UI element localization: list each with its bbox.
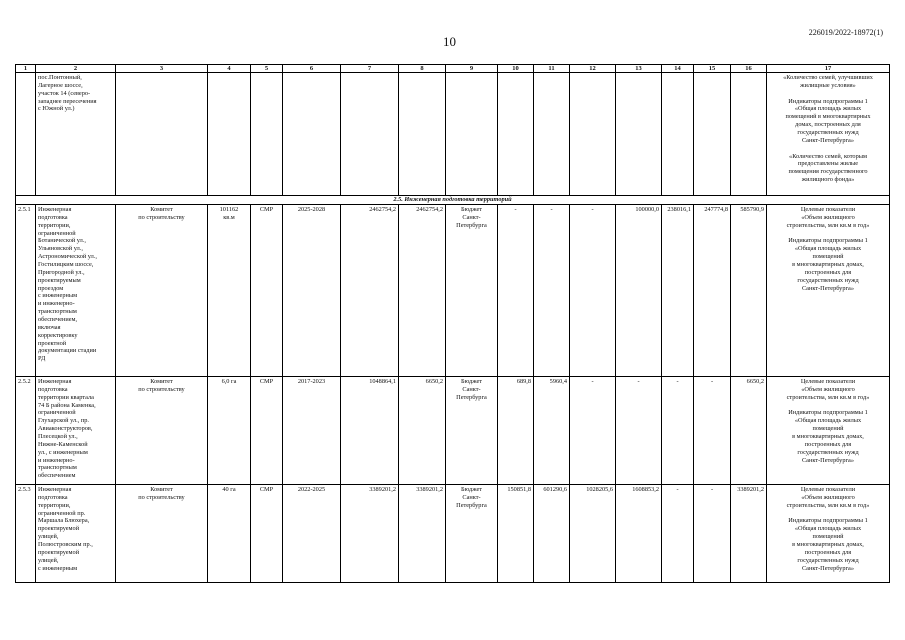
year-2023: 5960,4 [534,377,570,485]
year-2022: - [498,205,534,377]
table-row [16,377,890,485]
executor: Комитет по строительству [116,485,208,583]
section-header-row [16,196,890,205]
period: 2025-2028 [283,205,341,377]
column-number: 15 [694,65,731,73]
table-row [16,485,890,583]
year-2026: - [662,485,694,583]
column-number: 12 [570,65,616,73]
capacity: 6,0 га [208,377,251,485]
column-number: 11 [534,65,570,73]
item-number: 2.5.1 [16,205,36,377]
year-2025: - [616,377,662,485]
object-name: Инженерная подготовка территории, ограниченной Ботанической ул., Ульяновской ул., Астрономической ул., Гостилицким шоссе, Пригородной ул., проектируемым проездом с инженерным и инженерно- транспортным обеспечением, включая корректировку проектной документации стадии РД [36,205,116,377]
year-2026: 238016,1 [662,205,694,377]
year-2028: 585790,9 [731,205,767,377]
item-number: 2.5.3 [16,485,36,583]
indicators: Целевые показатели «Объем жилищного строительства, млн кв.м в год» Индикаторы подпрограммы 1 «Общая площадь жилых помещений в многоквартирных домах, построенных для государственных нужд Санкт-Петербурга» [767,377,890,485]
column-number: 14 [662,65,694,73]
indicators: «Количество семей, улучшивших жилищные условия» Индикаторы подпрограммы 1 «Общая площадь жилых помещений в многоквартирных домах, построенных для государственных нужд Санкт-Петербурга» «Количество семей, которым предоставлены жилые помещения государственного жилищного фонда» [767,73,890,196]
column-number: 17 [767,65,890,73]
column-number: 5 [251,65,283,73]
year-2025: 1608853,2 [616,485,662,583]
period: 2017-2023 [283,377,341,485]
funding-source: Бюджет Санкт- Петербурга [446,205,498,377]
table-row [16,205,890,377]
document-code: 226019/2022-18972(1) [808,28,883,37]
indicators: Целевые показатели «Объем жилищного строительства, млн кв.м в год» Индикаторы подпрограммы 1 «Общая площадь жилых помещений в многоквартирных домах, построенных для государственных нужд Санкт-Петербурга» [767,205,890,377]
year-2023: 601290,6 [534,485,570,583]
column-number: 2 [36,65,116,73]
column-number: 4 [208,65,251,73]
item-number: 2.5.2 [16,377,36,485]
section-title: 2.5. Инженерная подготовка территорий [16,196,890,205]
continuation-row [16,73,890,196]
column-number: 9 [446,65,498,73]
funding-source: Бюджет Санкт- Петербурга [446,377,498,485]
total-cost: 1048864,1 [341,377,399,485]
year-2027: - [694,377,731,485]
year-2028: 3389201,2 [731,485,767,583]
object-name: Инженерная подготовка территории, ограниченной пр. Маршала Блюхера, проектируемой улицей, Полюстровским пр., проектируемой улицей, с инженерным [36,485,116,583]
program-total: 2462754,2 [399,205,446,377]
work-type: СМР [251,377,283,485]
column-number: 1 [16,65,36,73]
column-number: 13 [616,65,662,73]
year-2025: 100000,0 [616,205,662,377]
page-number: 10 [443,34,456,49]
program-total: 6650,2 [399,377,446,485]
year-2023: - [534,205,570,377]
object-name: пос.Понтонный, Лагерное шоссе, участок 14 (северо- западнее пересечения с Южной ул.) [36,73,116,196]
year-2026: - [662,377,694,485]
column-number: 10 [498,65,534,73]
executor: Комитет по строительству [116,205,208,377]
program-total: 3389201,2 [399,485,446,583]
capacity: 40 га [208,485,251,583]
year-2027: - [694,485,731,583]
work-type: СМР [251,205,283,377]
column-number: 16 [731,65,767,73]
year-2027: 247774,8 [694,205,731,377]
year-2022: 150851,8 [498,485,534,583]
column-number: 8 [399,65,446,73]
program-table [15,64,890,583]
column-number: 7 [341,65,399,73]
total-cost: 3389201,2 [341,485,399,583]
total-cost: 2462754,2 [341,205,399,377]
capacity: 101162 кв.м [208,205,251,377]
work-type: СМР [251,485,283,583]
year-2024: - [570,205,616,377]
indicators: Целевые показатели «Объем жилищного строительства, млн кв.м в год» Индикаторы подпрограммы 1 «Общая площадь жилых помещений в многоквартирных домах, построенных для государственных нужд Санкт-Петербурга» [767,485,890,583]
period: 2022-2025 [283,485,341,583]
column-number: 6 [283,65,341,73]
year-2022: 689,8 [498,377,534,485]
year-2024: 1028205,6 [570,485,616,583]
year-2024: - [570,377,616,485]
year-2028: 6650,2 [731,377,767,485]
funding-source: Бюджет Санкт- Петербурга [446,485,498,583]
object-name: Инженерная подготовка территории квартала 74 Б района Каменка, ограниченной Глухарской ул., пр. Авиаконструкторов, Плесецкой ул., Нижне-Каменской ул., с инженерным и инженерно- транспортным обеспечением [36,377,116,485]
column-number: 3 [116,65,208,73]
executor: Комитет по строительству [116,377,208,485]
column-number-row [16,65,890,73]
